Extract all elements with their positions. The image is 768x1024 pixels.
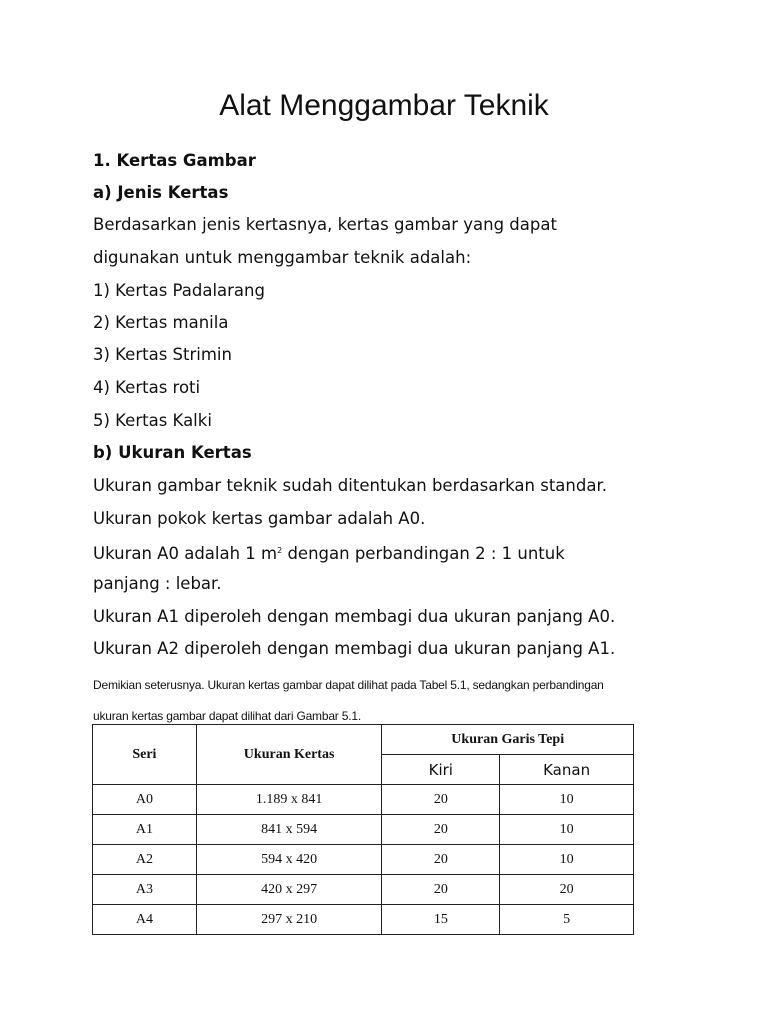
cell-seri: A3 bbox=[93, 875, 197, 905]
paper-type-item: 4) Kertas roti bbox=[93, 378, 201, 397]
cell-ukuran: 420 x 297 bbox=[196, 875, 382, 905]
cell-kanan: 5 bbox=[500, 905, 634, 935]
paper-type-item: 3) Kertas Strimin bbox=[93, 345, 232, 364]
note-text-line-1: Demikian seterusnya. Ukuran kertas gambar dapat dilihat pada Tabel 5.1, sedangkan perbandingan bbox=[93, 678, 604, 692]
size-text-line-5: Ukuran A1 diperoleh dengan membagi dua ukuran panjang A0. bbox=[93, 607, 616, 626]
size-text-line-3 bbox=[93, 540, 565, 565]
size-text-line-1: Ukuran gambar teknik sudah ditentukan berdasarkan standar. bbox=[93, 476, 607, 495]
size-text-line-2: Ukuran pokok kertas gambar adalah A0. bbox=[93, 509, 426, 528]
table-row bbox=[93, 815, 634, 845]
size-text-line-3-start: Ukuran A0 adalah 1 m bbox=[93, 544, 278, 563]
superscript-2: 2 bbox=[277, 546, 283, 555]
header-ukuran-kertas: Ukuran Kertas bbox=[196, 725, 382, 785]
cell-seri: A4 bbox=[93, 905, 197, 935]
table-row bbox=[93, 875, 634, 905]
header-kiri: Kiri bbox=[382, 755, 500, 785]
subsection-heading-jenis-kertas: a) Jenis Kertas bbox=[93, 183, 229, 202]
subsection-heading-ukuran-kertas: b) Ukuran Kertas bbox=[93, 443, 252, 462]
table-row bbox=[93, 905, 634, 935]
size-text-line-3-end: dengan perbandingan 2 : 1 untuk bbox=[282, 544, 565, 563]
section-heading-kertas-gambar: 1. Kertas Gambar bbox=[93, 151, 256, 170]
cell-kiri: 20 bbox=[382, 875, 500, 905]
paper-type-item: 1) Kertas Padalarang bbox=[93, 281, 265, 300]
cell-kanan: 20 bbox=[500, 875, 634, 905]
header-ukuran-garis-tepi: Ukuran Garis Tepi bbox=[382, 725, 634, 755]
size-text-line-6: Ukuran A2 diperoleh dengan membagi dua ukuran panjang A1. bbox=[93, 639, 616, 658]
cell-ukuran: 297 x 210 bbox=[196, 905, 382, 935]
cell-kiri: 20 bbox=[382, 845, 500, 875]
cell-ukuran: 1.189 x 841 bbox=[196, 785, 382, 815]
document-title: Alat Menggambar Teknik bbox=[219, 89, 549, 122]
header-kanan: Kanan bbox=[500, 755, 634, 785]
cell-kiri: 15 bbox=[382, 905, 500, 935]
table-header-row bbox=[93, 725, 634, 755]
intro-text-line-2: digunakan untuk menggambar teknik adalah: bbox=[93, 248, 472, 267]
paper-size-table bbox=[92, 724, 634, 935]
cell-kanan: 10 bbox=[500, 785, 634, 815]
table-row bbox=[93, 785, 634, 815]
cell-seri: A1 bbox=[93, 815, 197, 845]
cell-seri: A0 bbox=[93, 785, 197, 815]
paper-type-item: 5) Kertas Kalki bbox=[93, 411, 212, 430]
cell-ukuran: 594 x 420 bbox=[196, 845, 382, 875]
size-text-line-4: panjang : lebar. bbox=[93, 574, 222, 593]
cell-kanan: 10 bbox=[500, 845, 634, 875]
intro-text-line-1: Berdasarkan jenis kertasnya, kertas gambar yang dapat bbox=[93, 215, 557, 234]
table-row bbox=[93, 845, 634, 875]
cell-kiri: 20 bbox=[382, 815, 500, 845]
note-text-line-2: ukuran kertas gambar dapat dilihat dari Gambar 5.1. bbox=[93, 709, 361, 723]
cell-kanan: 10 bbox=[500, 815, 634, 845]
paper-type-item: 2) Kertas manila bbox=[93, 313, 229, 332]
cell-ukuran: 841 x 594 bbox=[196, 815, 382, 845]
cell-seri: A2 bbox=[93, 845, 197, 875]
cell-kiri: 20 bbox=[382, 785, 500, 815]
header-seri: Seri bbox=[93, 725, 197, 785]
